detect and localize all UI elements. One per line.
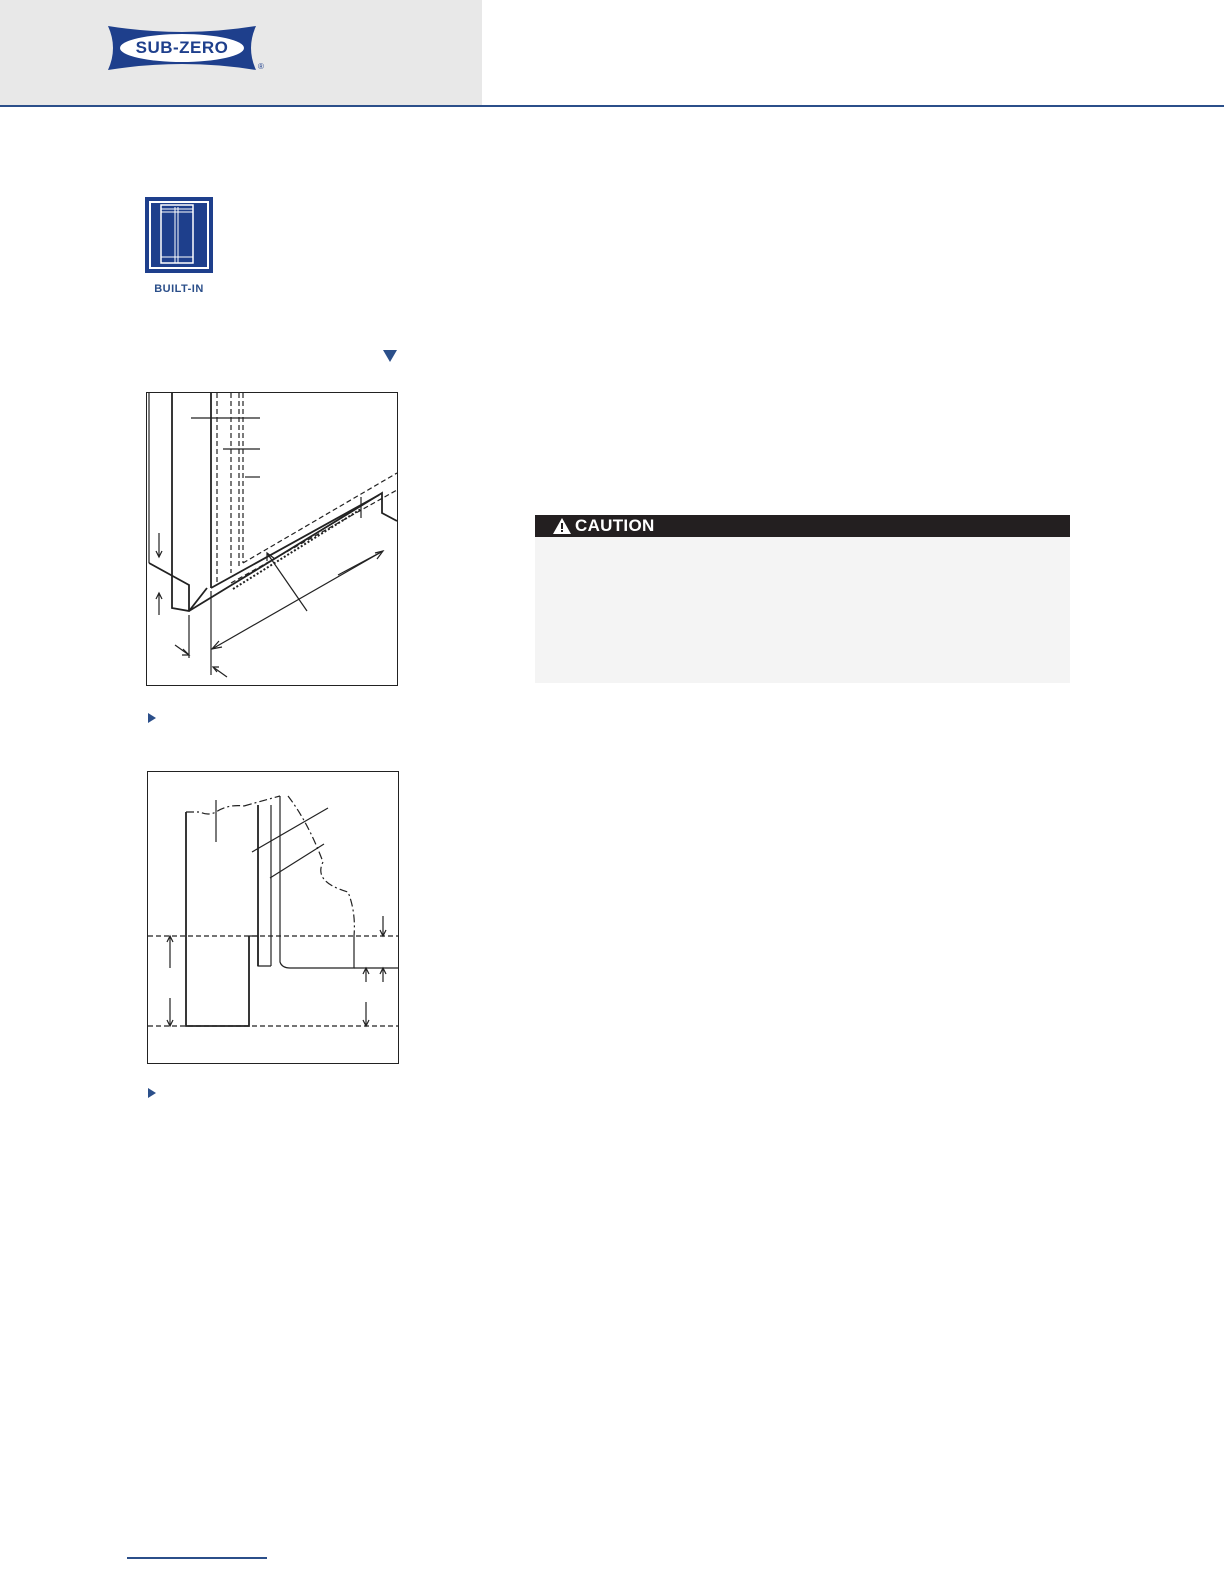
built-in-label: BUILT-IN	[154, 283, 204, 295]
footer-rule	[127, 1557, 267, 1559]
caution-label: CAUTION	[575, 516, 655, 535]
built-in-refrigerator-icon	[145, 197, 213, 273]
warning-triangle-icon	[553, 518, 571, 534]
header-rule	[0, 105, 1224, 107]
figure-pointer-icon	[148, 1088, 156, 1098]
figure-pointer-icon	[148, 713, 156, 723]
caution-box	[535, 515, 1070, 683]
brand-name: SUB-ZERO	[135, 38, 229, 57]
caution-header	[535, 515, 1070, 537]
registered-mark: ®	[258, 62, 264, 71]
toe-kick-perspective-diagram	[146, 392, 398, 686]
toe-kick-side-section-diagram	[147, 771, 399, 1064]
sub-zero-logo	[106, 24, 266, 76]
section-marker-icon	[383, 350, 397, 362]
